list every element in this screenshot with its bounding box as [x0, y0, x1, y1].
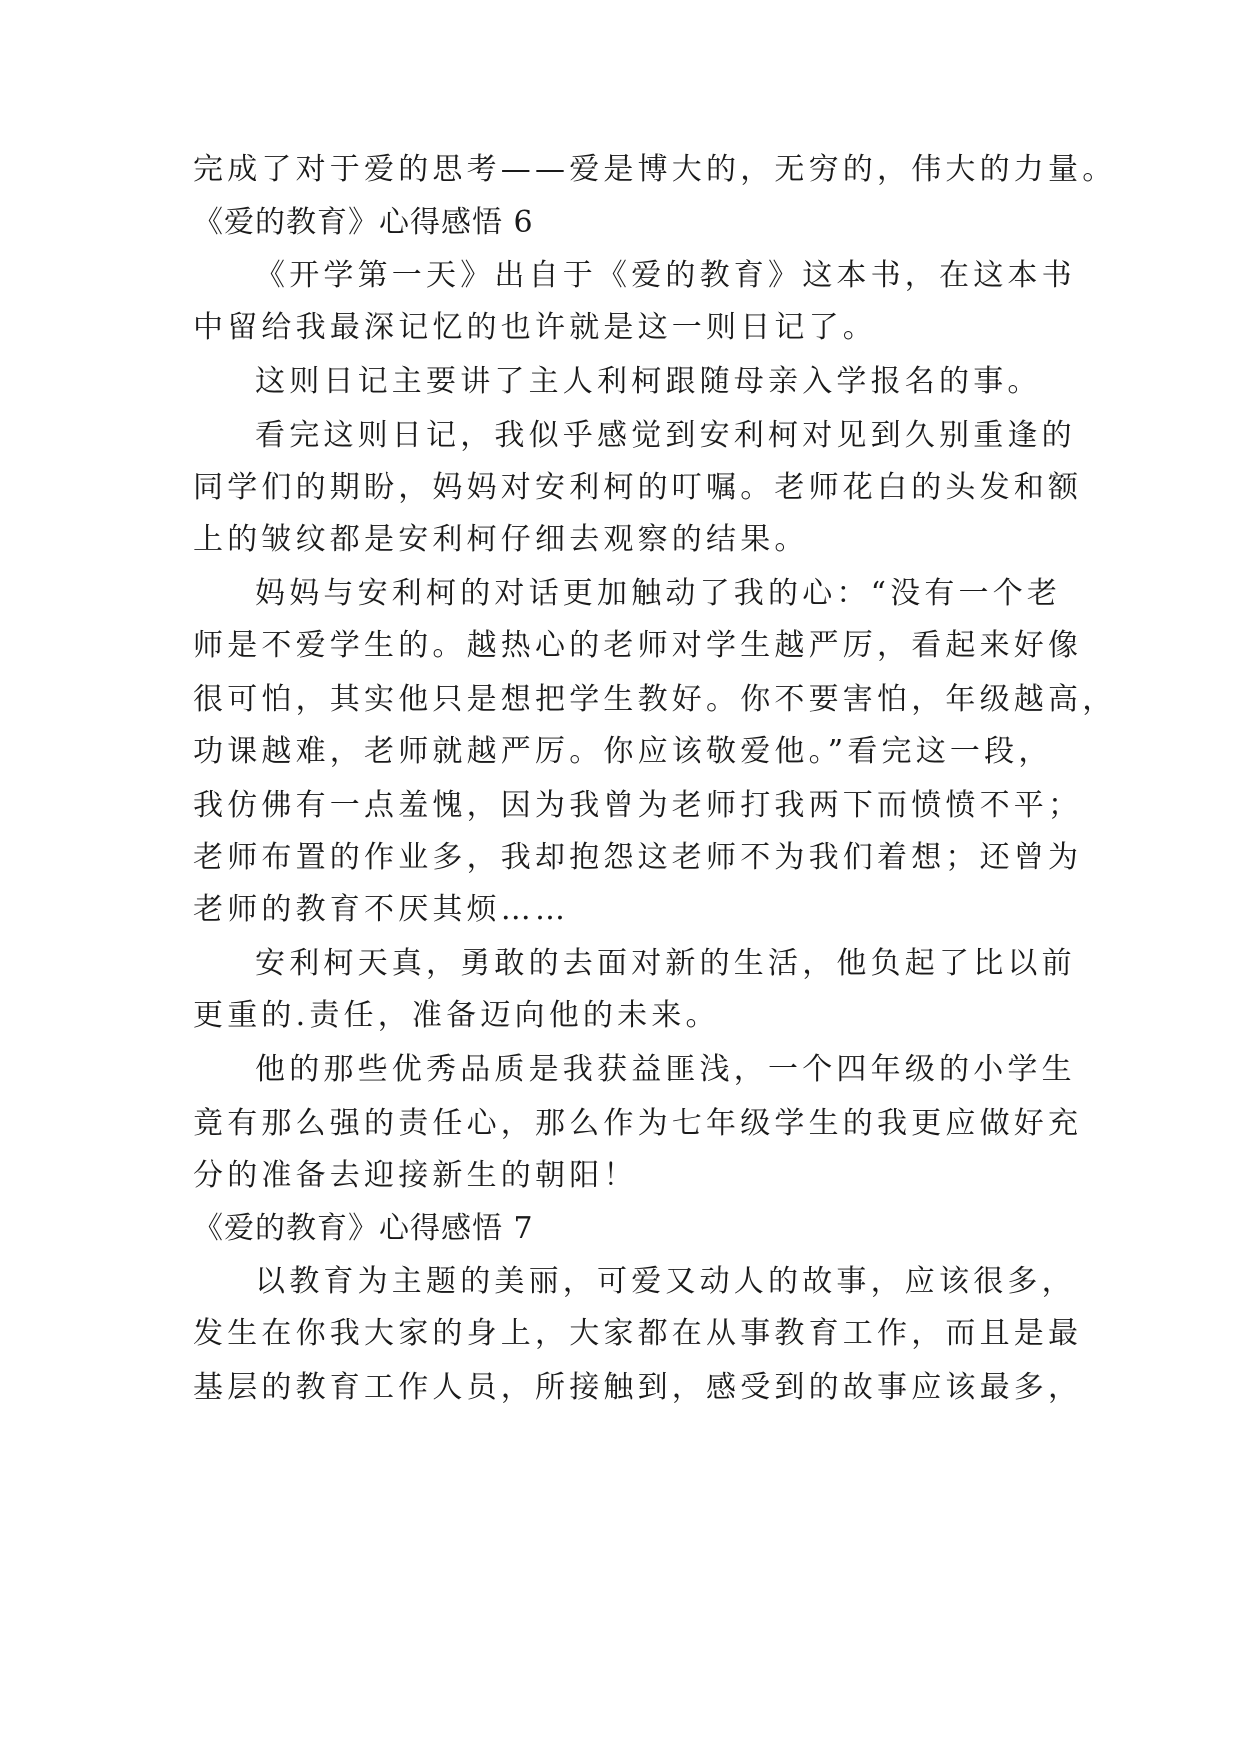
text-line: 中留给我最深记忆的也许就是这一则日记了。: [193, 310, 877, 345]
paragraph-line: 妈妈与安利柯的对话更加触动了我的心：“没有一个老: [255, 576, 1062, 611]
section-heading: 《爱的教育》心得感悟 6: [193, 205, 534, 240]
paragraph-line: 看完这则日记，我似乎感觉到安利柯对见到久别重逢的: [255, 418, 1076, 453]
paragraph-line: 安利柯天真，勇敢的去面对新的生活，他负起了比以前: [255, 946, 1076, 981]
text-line: 师是不爱学生的。越热心的老师对学生越严厉，看起来好像: [193, 628, 1083, 663]
text-line: 同学们的期盼，妈妈对安利柯的叮嘱。老师花白的头发和额: [193, 470, 1083, 505]
text-line: 分的准备去迎接新生的朝阳！: [193, 1158, 638, 1193]
text-line: 上的皱纹都是安利柯仔细去观察的结果。: [193, 522, 809, 557]
text-line: 竟有那么强的责任心，那么作为七年级学生的我更应做好充: [193, 1106, 1083, 1141]
paragraph-line: 这则日记主要讲了主人利柯跟随母亲入学报名的事。: [255, 364, 1042, 399]
text-line: 很可怕，其实他只是想把学生教好。你不要害怕，年级越高，: [193, 682, 1117, 717]
text-line: 完成了对于爱的思考——爱是博大的，无穷的，伟大的力量。: [193, 152, 1117, 187]
text-line: 发生在你我大家的身上，大家都在从事教育工作，而且是最: [193, 1316, 1083, 1351]
text-line: 功课越难，老师就越严厉。你应该敬爱他。”看完这一段，: [193, 734, 1053, 769]
paragraph-line: 以教育为主题的美丽，可爱又动人的故事，应该很多，: [255, 1264, 1076, 1299]
text-line: 我仿佛有一点羞愧，因为我曾为老师打我两下而愤愤不平；: [193, 788, 1083, 823]
paragraph-line: 他的那些优秀品质是我获益匪浅，一个四年级的小学生: [255, 1052, 1076, 1087]
paragraph-line: 《开学第一天》出自于《爱的教育》这本书，在这本书: [255, 258, 1076, 293]
text-line: 老师布置的作业多，我却抱怨这老师不为我们着想；还曾为: [193, 840, 1083, 875]
section-heading: 《爱的教育》心得感悟 7: [193, 1211, 534, 1246]
text-line: 老师的教育不厌其烦……: [193, 892, 570, 927]
text-line: 基层的教育工作人员，所接触到，感受到的故事应该最多，: [193, 1370, 1083, 1405]
text-line: 更重的.责任，准备迈向他的未来。: [193, 998, 720, 1033]
